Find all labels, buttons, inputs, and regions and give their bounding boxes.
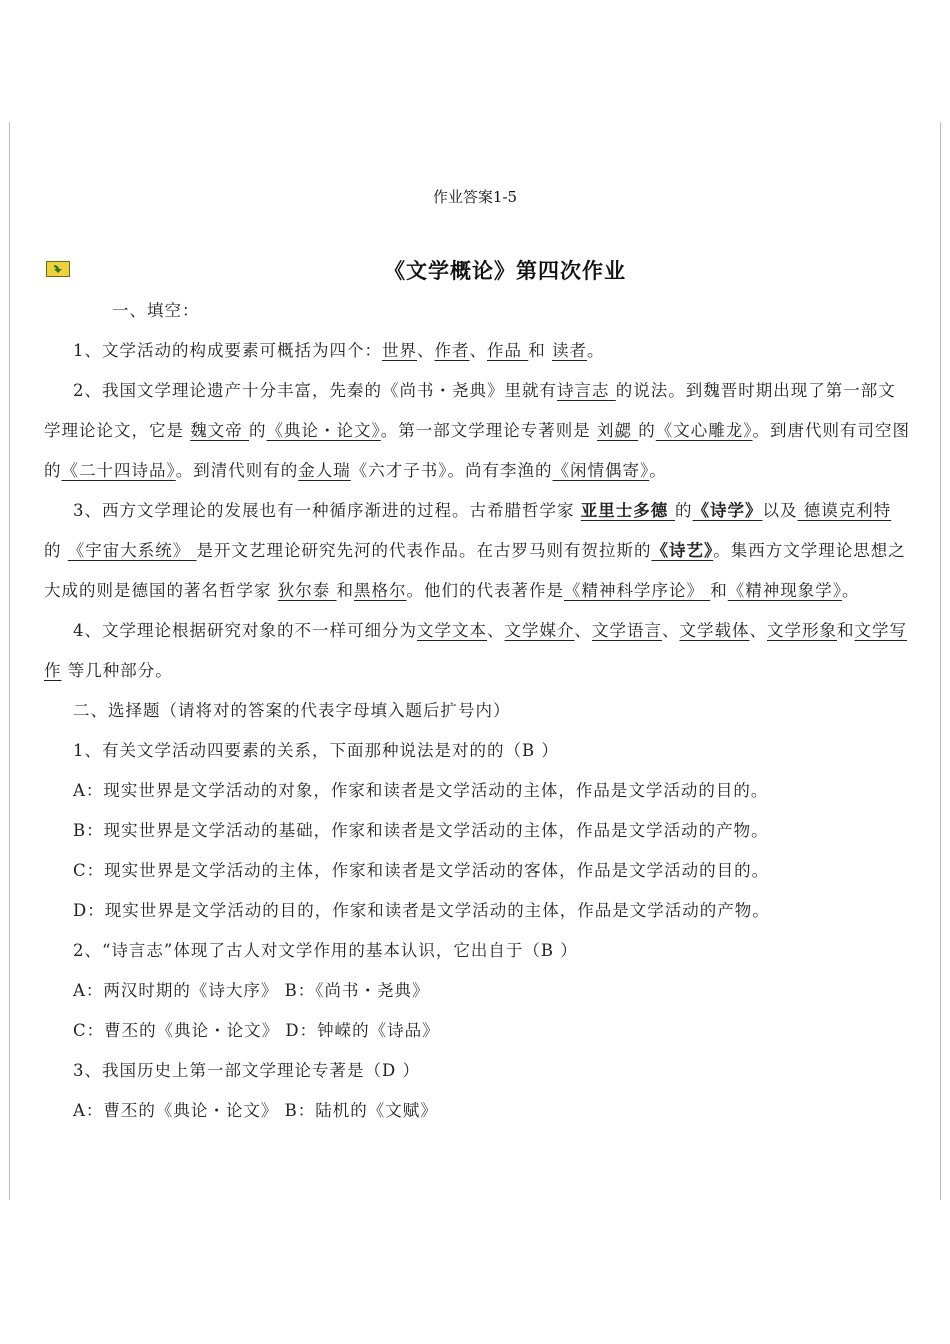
page-header: 作业答案1-5 bbox=[432, 188, 518, 206]
question-1: 1、文学活动的构成要素可概括为四个：世界、作者、作品 和 读者。 bbox=[73, 341, 605, 360]
section-heading-fill: 一、填空： bbox=[112, 301, 200, 320]
mc-option: C：现实世界是文学活动的主体，作家和读者是文学活动的客体，作品是文学活动的目的。 bbox=[73, 861, 770, 880]
mc-option: A：现实世界是文学活动的对象，作家和读者是文学活动的主体，作品是文学活动的目的。 bbox=[73, 781, 769, 800]
section-heading-choice: 二、选择题（请将对的答案的代表字母填入题后扩号内） bbox=[73, 701, 511, 720]
mc-option: A：两汉时期的《诗大序》 B：《尚书・尧典》 bbox=[73, 981, 430, 1000]
question-3: 3、西方文学理论的发展也有一种循序渐进的过程。古希腊哲学家 亚里士多德 的《诗学》以及 德谟克利特 的 《宇宙大系统》 是开文艺理论研究先河的代表作品。在古罗马则有贺拉斯的《诗艺》。集西方文学理论思想之大成的则是德国的著名哲学家 狄尔泰 和黑格尔。他们的代表著作是《精神科学序论》 和《精神现象学》。 bbox=[44, 501, 906, 600]
mc-line: 2、“诗言志”体现了古人对文学作用的基本认识，它出自于（B ） bbox=[73, 941, 578, 960]
mc-option: C：曹丕的《典论・论文》 D：钟嵘的《诗品》 bbox=[73, 1021, 440, 1040]
document-body bbox=[44, 291, 910, 1131]
mc-option: A：曹丕的《典论・论文》 B：陆机的《文赋》 bbox=[73, 1101, 438, 1120]
mc-line: 3、我国历史上第一部文学理论专著是（D ） bbox=[73, 1061, 420, 1080]
question-2: 2、我国文学理论遗产十分丰富，先秦的《尚书・尧典》里就有诗言志 的说法。到魏晋时期出现了第一部文学理论论文，它是 魏文帝 的《典论・论文》。第一部文学理论专著则是 刘勰 的《文心雕龙》。到唐代则有司空图的《二十四诗品》。到清代则有的金人瑞《六才子书》。尚有李渔的《闲情偶寄》。 bbox=[44, 381, 910, 480]
mc-option: B：现实世界是文学活动的基础，作家和读者是文学活动的主体，作品是文学活动的产物。 bbox=[73, 821, 769, 840]
mc-line: 1、有关文学活动四要素的关系，下面那种说法是对的的（B ） bbox=[73, 741, 559, 760]
document-title: 《文学概论》第四次作业 bbox=[384, 258, 626, 283]
mc-option: D：现实世界是文学活动的目的，作家和读者是文学活动的主体，作品是文学活动的产物。 bbox=[73, 901, 770, 920]
question-4: 4、文学理论根据研究对象的不一样可细分为文学文本、文学媒介、文学语言、文学载体、文学形象和文学写作 等几种部分。 bbox=[44, 621, 907, 680]
